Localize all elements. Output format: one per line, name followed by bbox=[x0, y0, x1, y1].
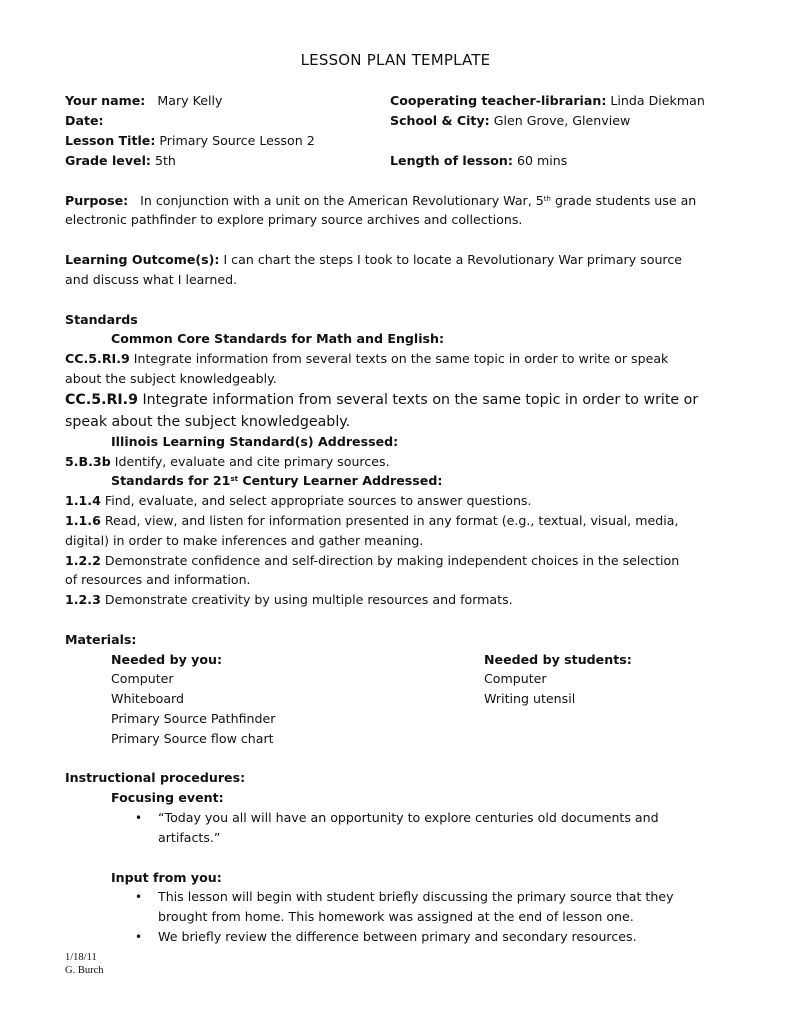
school-value: Glen Grove, Glenview bbox=[493, 113, 631, 128]
purpose-text-a: In conjunction with a unit on the American Revolutionary War, 5 bbox=[140, 193, 544, 208]
s122-text: Demonstrate confidence and self-direction by making independent choices in the selection bbox=[104, 553, 680, 568]
length-label: Length of lesson: bbox=[390, 153, 513, 168]
grade-value: 5th bbox=[154, 153, 176, 168]
s123-text: Demonstrate creativity by using multiple resources and formats. bbox=[104, 592, 513, 607]
s114-code: 1.1.4 bbox=[65, 493, 101, 508]
cc2-line-2: speak about the subject knowledgeably. bbox=[65, 414, 351, 430]
lesson-title-value: Primary Source Lesson 2 bbox=[159, 133, 315, 148]
cc2-code: CC.5.RI.9 bbox=[65, 392, 138, 408]
il-code: 5.B.3b bbox=[65, 454, 111, 469]
your-name-row bbox=[65, 91, 222, 111]
c21-heading-b: Century Learner Addressed: bbox=[242, 473, 443, 488]
school-city-row bbox=[390, 111, 630, 131]
coop-label: Cooperating teacher-librarian: bbox=[390, 93, 607, 108]
name-label: Your name: bbox=[65, 93, 146, 108]
you-item: Whiteboard bbox=[111, 691, 184, 706]
cc1-code: CC.5.RI.9 bbox=[65, 351, 130, 366]
you-item: Primary Source flow chart bbox=[111, 731, 274, 746]
grade-level-row bbox=[65, 151, 176, 171]
page-title: LESSON PLAN TEMPLATE bbox=[300, 51, 491, 69]
purpose-label: Purpose: bbox=[65, 193, 129, 208]
bullet-icon: • bbox=[135, 930, 143, 944]
il-text: Identify, evaluate and cite primary sources. bbox=[114, 454, 390, 469]
cc1-line-2: about the subject knowledgeably. bbox=[65, 371, 277, 386]
you-item: Computer bbox=[111, 671, 174, 686]
s122-code: 1.2.2 bbox=[65, 553, 101, 568]
standard-1-1-6-line-2: digital) in order to make inferences and gather meaning. bbox=[65, 533, 424, 548]
cc1-text: Integrate information from several texts on the same topic in order to write or speak bbox=[133, 351, 669, 366]
input1-line-2: brought from home. This homework was assigned at the end of lesson one. bbox=[158, 909, 634, 924]
cooperating-teacher-row bbox=[390, 91, 705, 111]
date-label: Date: bbox=[65, 113, 104, 128]
purpose-text-b: grade students use an bbox=[554, 193, 697, 208]
you-item: Primary Source Pathfinder bbox=[111, 711, 276, 726]
length-row bbox=[390, 151, 567, 171]
c21-superscript: st bbox=[230, 475, 238, 483]
s116-code: 1.1.6 bbox=[65, 513, 101, 528]
lesson-title-row bbox=[65, 131, 315, 151]
needed-by-you-heading: Needed by you: bbox=[111, 652, 223, 667]
s114-text: Find, evaluate, and select appropriate sources to answer questions. bbox=[104, 493, 532, 508]
footer-author: G. Burch bbox=[65, 965, 104, 976]
length-value: 60 mins bbox=[516, 153, 568, 168]
standard-1-1-4 bbox=[65, 491, 532, 511]
focusing-line-1: “Today you all will have an opportunity to explore centuries old documents and bbox=[158, 810, 659, 825]
purpose-superscript: th bbox=[543, 195, 551, 203]
focusing-event-heading: Focusing event: bbox=[111, 790, 224, 805]
common-core-heading: Common Core Standards for Math and English: bbox=[111, 331, 445, 346]
procedures-heading: Instructional procedures: bbox=[65, 770, 246, 785]
outcome-line-1 bbox=[65, 250, 682, 270]
student-item: Computer bbox=[484, 671, 547, 686]
s123-code: 1.2.3 bbox=[65, 592, 101, 607]
needed-by-students-heading: Needed by students: bbox=[484, 652, 632, 667]
input1-line-1: This lesson will begin with student briefly discussing the primary source that they bbox=[158, 889, 674, 904]
name-value: Mary Kelly bbox=[157, 93, 223, 108]
outcome-line-2: and discuss what I learned. bbox=[65, 272, 238, 287]
input-heading: Input from you: bbox=[111, 870, 222, 885]
lesson-title-label: Lesson Title: bbox=[65, 133, 156, 148]
standard-1-2-2-line-2: of resources and information. bbox=[65, 572, 251, 587]
coop-value: Linda Diekman bbox=[610, 93, 705, 108]
materials-heading: Materials: bbox=[65, 632, 137, 647]
standard-1-2-2-line-1 bbox=[65, 551, 679, 571]
illinois-heading: Illinois Learning Standard(s) Addressed: bbox=[111, 434, 399, 449]
c21-heading-a: Standards for 21 bbox=[111, 473, 231, 488]
footer-date: 1/18/11 bbox=[65, 952, 97, 963]
student-item: Writing utensil bbox=[484, 691, 576, 706]
school-label: School & City: bbox=[390, 113, 490, 128]
century-learner-heading bbox=[111, 471, 442, 491]
standard-1-2-3 bbox=[65, 590, 513, 610]
cc1-line-1 bbox=[65, 349, 668, 369]
bullet-icon: • bbox=[135, 811, 143, 825]
standards-heading: Standards bbox=[65, 312, 138, 327]
grade-label: Grade level: bbox=[65, 153, 151, 168]
focusing-line-2: artifacts.” bbox=[158, 830, 221, 845]
cc2-text: Integrate information from several texts on the same topic in order to write or bbox=[142, 392, 699, 408]
input2-line-1: We briefly review the difference between primary and secondary resources. bbox=[158, 929, 637, 944]
standard-1-1-6-line-1 bbox=[65, 511, 678, 531]
outcome-text: I can chart the steps I took to locate a Revolutionary War primary source bbox=[223, 252, 682, 267]
bullet-icon: • bbox=[135, 890, 143, 904]
purpose-line-1 bbox=[65, 191, 696, 211]
cc2-line-1 bbox=[65, 389, 698, 411]
purpose-line-2: electronic pathfinder to explore primary source archives and collections. bbox=[65, 212, 523, 227]
s116-text: Read, view, and listen for information presented in any format (e.g., textual, visual, media, bbox=[104, 513, 679, 528]
outcome-label: Learning Outcome(s): bbox=[65, 252, 220, 267]
illinois-standard bbox=[65, 452, 390, 472]
